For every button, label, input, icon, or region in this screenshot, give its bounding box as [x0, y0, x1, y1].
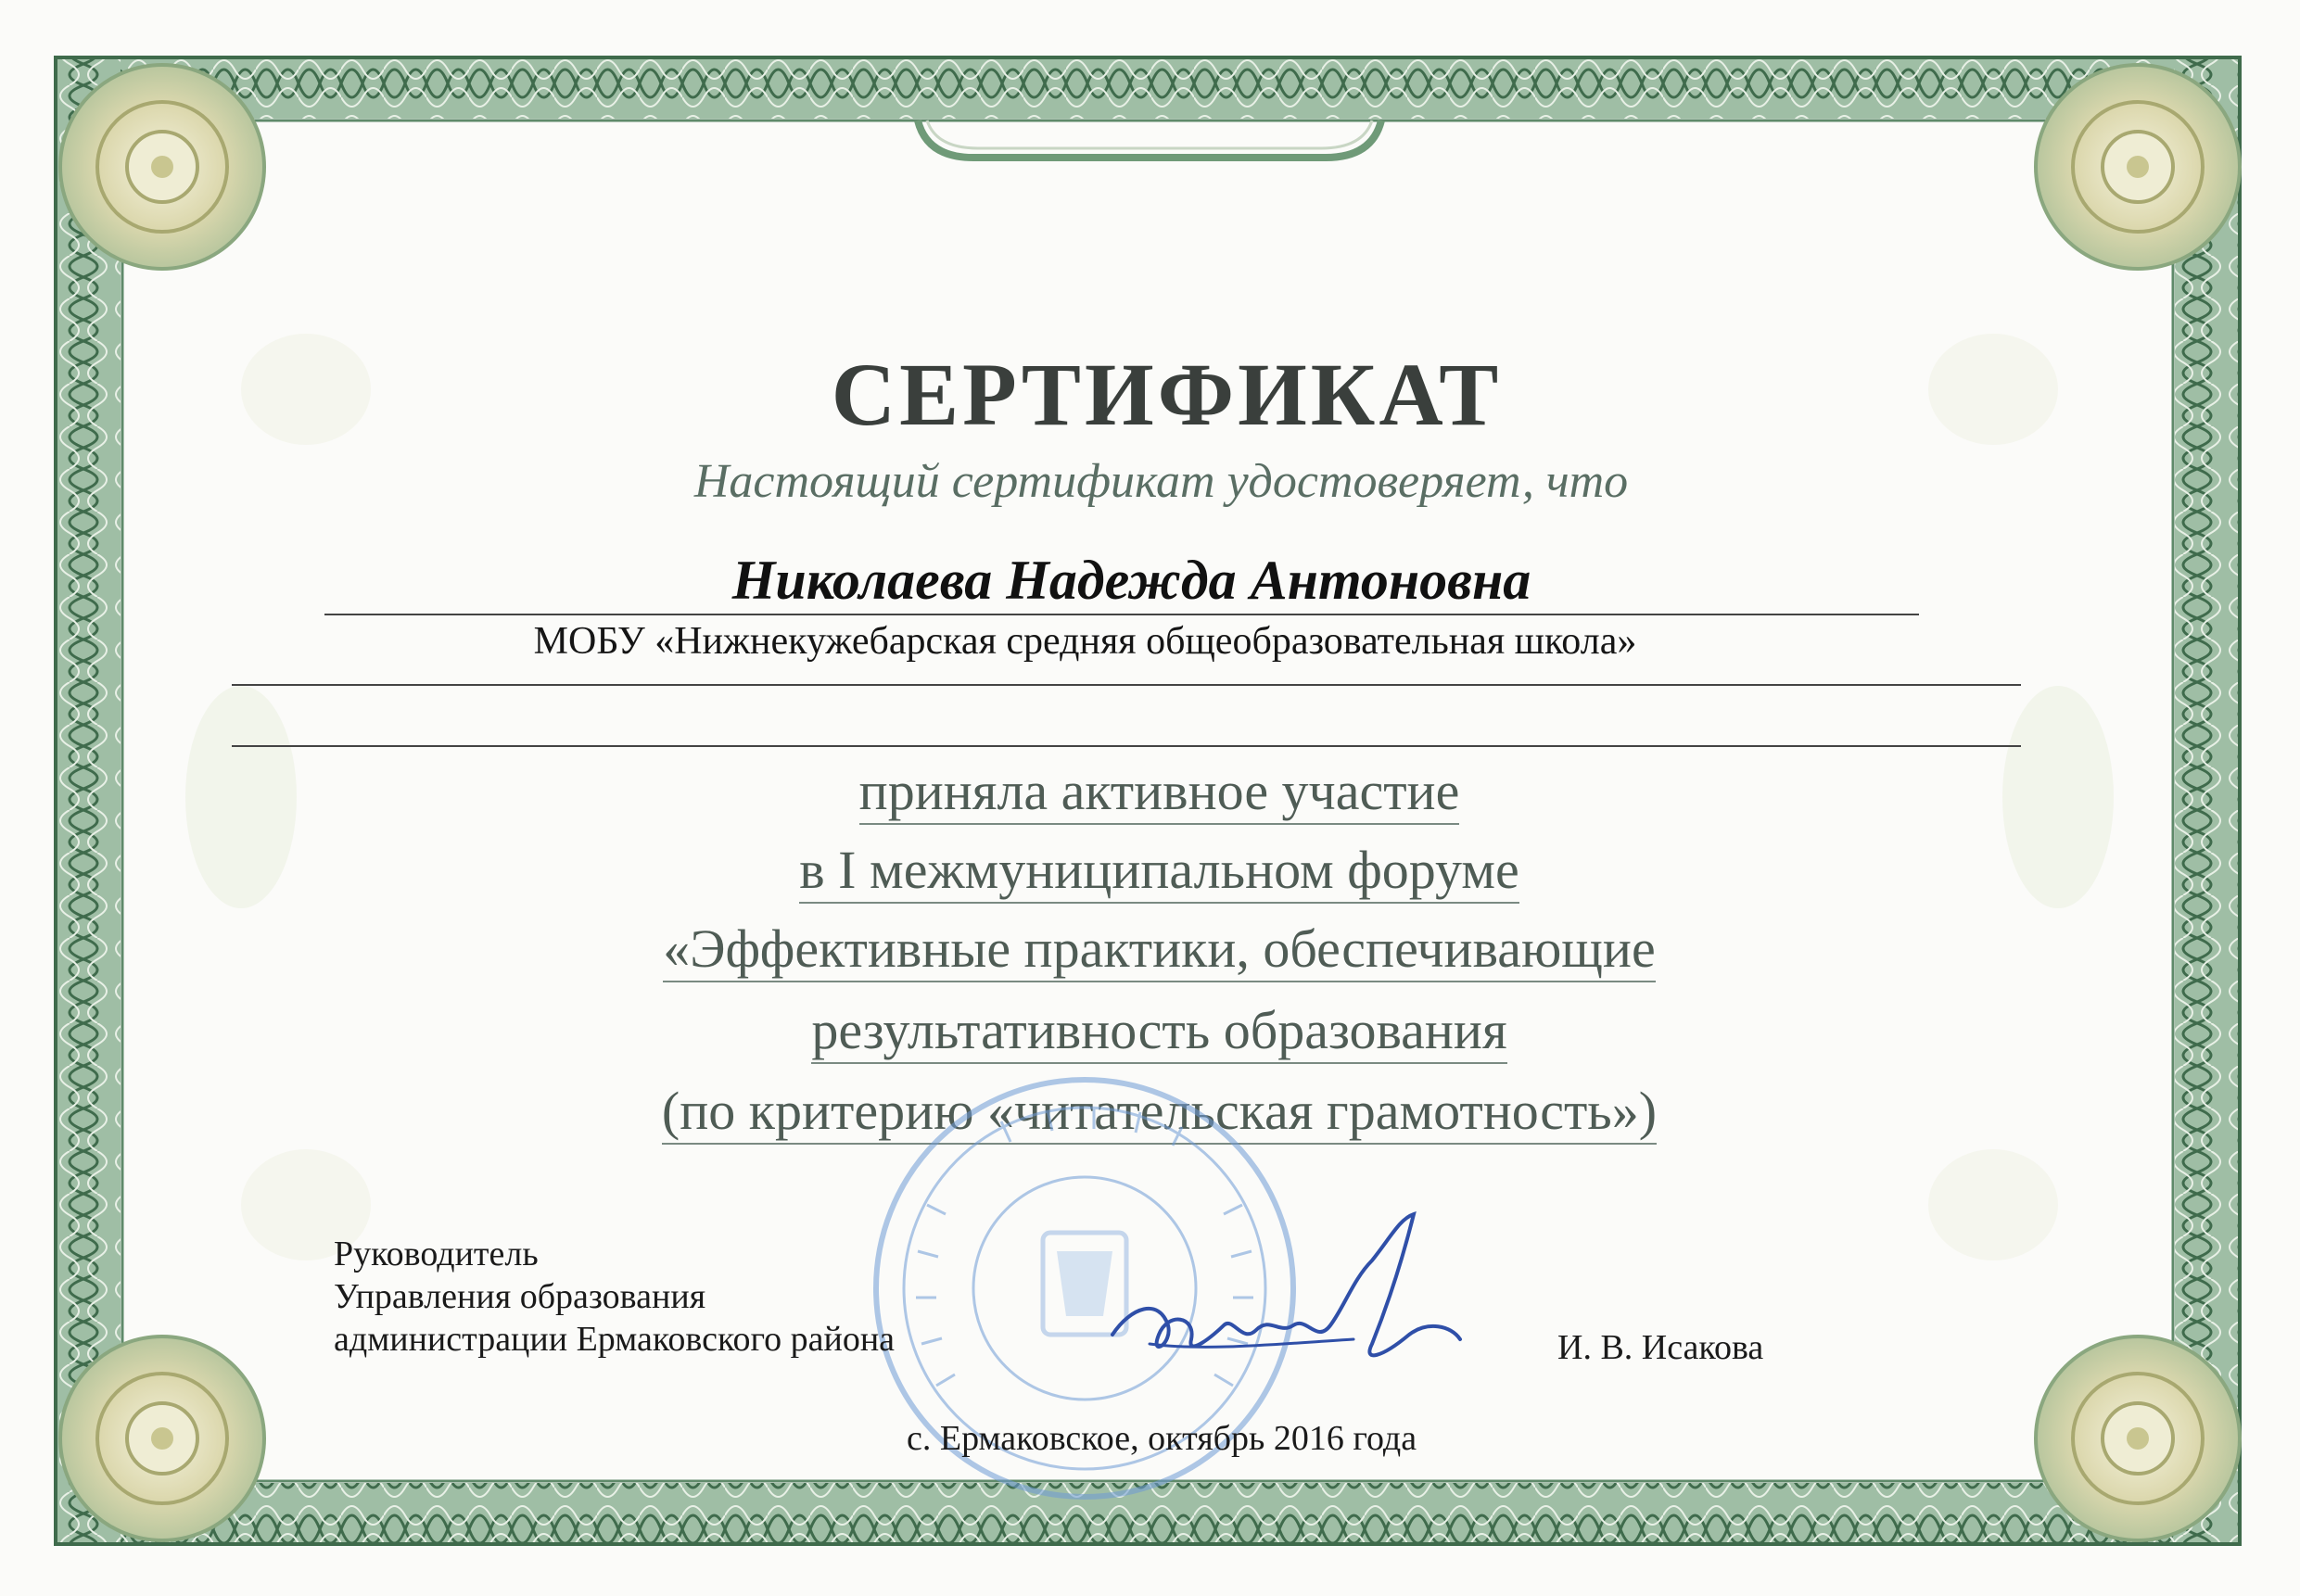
- signatory-position-line-1: Руководитель: [334, 1235, 539, 1273]
- certificate-subtitle: Настоящий сертификат удостоверяет, что: [693, 455, 1629, 508]
- organization-underline: [232, 684, 2021, 686]
- signatory-name: И. В. Исакова: [1557, 1328, 1764, 1367]
- signatory-position-line-3: администрации Ермаковского района: [334, 1320, 896, 1359]
- corner-ornament-bottom-left: [60, 1336, 264, 1540]
- signature-icon: [1094, 1196, 1483, 1409]
- body-line-4: результативность образования: [9, 999, 2300, 1061]
- corner-ornament-top-left: [60, 65, 264, 269]
- recipient-underline: [324, 614, 1919, 615]
- signatory-position: [334, 1233, 895, 1361]
- body-line-2: в I межмуниципальном форуме: [9, 839, 2300, 901]
- certificate-title: СЕРТИФИКАТ: [831, 345, 1503, 444]
- body-line-5: (по критерию «читательская грамотность»): [9, 1080, 2300, 1142]
- recipient-organization: МОБУ «Нижнекужебарская средняя общеобразовательная школа»: [533, 620, 1637, 663]
- corner-ornament-top-right: [2036, 65, 2240, 269]
- blank-line: [232, 745, 2021, 747]
- place-and-date: с. Ермаковское, октябрь 2016 года: [907, 1419, 1417, 1458]
- recipient-name: Николаева Надежда Антоновна: [731, 550, 1531, 611]
- corner-ornament-bottom-right: [2036, 1336, 2240, 1540]
- signatory-position-line-2: Управления образования: [334, 1277, 706, 1316]
- body-line-3: «Эффективные практики, обеспечивающие: [9, 918, 2300, 980]
- body-line-1: приняла активное участие: [9, 760, 2300, 822]
